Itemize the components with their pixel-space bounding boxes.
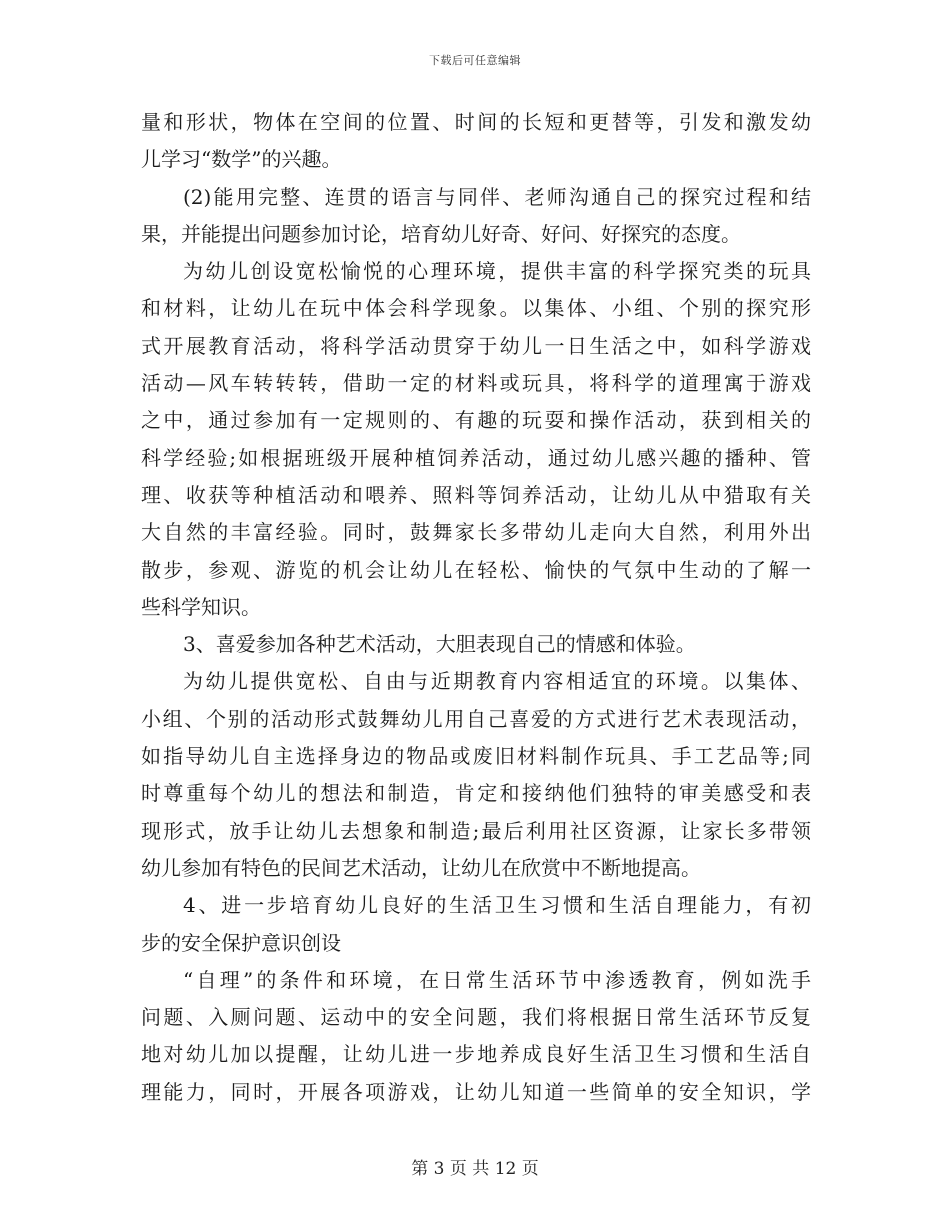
paragraph bbox=[141, 626, 811, 663]
paragraph-line: 时尊重每个幼儿的想法和制造，肯定和接纳他们独特的审美感受和表 bbox=[141, 781, 811, 806]
paragraph-line: 大自然的丰富经验。同时，鼓舞家长多带幼儿走向大自然，利用外出 bbox=[141, 520, 811, 545]
document-body bbox=[141, 104, 811, 1111]
page-footer: 第 3 页 共 12 页 bbox=[411, 1159, 539, 1179]
paragraph-line: 如指导幼儿自主选择身边的物品或废旧材料制作玩具、手工艺品等;同 bbox=[141, 744, 811, 769]
paragraph bbox=[141, 104, 811, 179]
paragraph bbox=[141, 887, 811, 962]
paragraph-line: 儿学习“数学”的兴趣。 bbox=[141, 147, 342, 172]
paragraph-line: 活动—风车转转转，借助一定的材料或玩具，将科学的道理寓于游戏 bbox=[141, 371, 811, 396]
paragraph bbox=[141, 663, 811, 887]
paragraph-line: 果，并能提出问题参加讨论，培育幼儿好奇、好问、好探究的态度。 bbox=[141, 221, 741, 246]
paragraph-line: 理、收获等种植活动和喂养、照料等饲养活动，让幼儿从中猎取有关 bbox=[141, 482, 811, 507]
paragraph-line: 式开展教育活动，将科学活动贯穿于幼儿一日生活之中，如科学游戏 bbox=[141, 333, 811, 358]
paragraph-line: 地对幼儿加以提醒，让幼儿进一步地养成良好生活卫生习惯和生活自 bbox=[141, 1042, 811, 1067]
paragraph-line: 问题、入厕问题、运动中的安全问题，我们将根据日常生活环节反复 bbox=[141, 1005, 811, 1030]
paragraph-line: (2)能用完整、连贯的语言与同伴、老师沟通自己的探究过程和结 bbox=[183, 184, 811, 209]
paragraph bbox=[141, 962, 811, 1111]
paragraph-line: 为幼儿提供宽松、自由与近期教育内容相适宜的环境。以集体、 bbox=[183, 669, 811, 694]
paragraph-line: 为幼儿创设宽松愉悦的心理环境，提供丰富的科学探究类的玩具 bbox=[183, 259, 811, 284]
paragraph-line: 些科学知识。 bbox=[141, 594, 261, 619]
paragraph-line: 3、喜爱参加各种艺术活动，大胆表现自己的情感和体验。 bbox=[183, 632, 696, 657]
paragraph-line: 步的安全保护意识创设 bbox=[141, 930, 341, 955]
paragraph-line: “自理”的条件和环境，在日常生活环节中渗透教育，例如洗手 bbox=[183, 967, 811, 992]
paragraph-line: 量和形状，物体在空间的位置、时间的长短和更替等，引发和激发幼 bbox=[141, 110, 811, 134]
page-header: 下载后可任意编辑 bbox=[429, 54, 521, 67]
paragraph-line: 小组、个别的活动形式鼓舞幼儿用自己喜爱的方式进行艺术表现活动， bbox=[141, 706, 811, 731]
paragraph-line: 和材料，让幼儿在玩中体会科学现象。以集体、小组、个别的探究形 bbox=[141, 296, 811, 321]
paragraph-line: 散步，参观、游览的机会让幼儿在轻松、愉快的气氛中生动的了解一 bbox=[141, 557, 811, 582]
paragraph-line: 之中，通过参加有一定规则的、有趣的玩耍和操作活动，获到相关的 bbox=[141, 408, 811, 433]
paragraph-line: 科学经验;如根据班级开展种植饲养活动，通过幼儿感兴趣的播种、管 bbox=[141, 445, 811, 470]
paragraph-line: 幼儿参加有特色的民间艺术活动，让幼儿在欣赏中不断地提高。 bbox=[141, 855, 701, 880]
paragraph bbox=[141, 179, 811, 254]
paragraph-line: 4、进一步培育幼儿良好的生活卫生习惯和生活自理能力，有初 bbox=[183, 893, 811, 918]
paragraph-line: 理能力，同时，开展各项游戏，让幼儿知道一些简单的安全知识，学 bbox=[141, 1079, 811, 1104]
paragraph bbox=[141, 253, 811, 626]
paragraph-line: 现形式，放手让幼儿去想象和制造;最后利用社区资源，让家长多带领 bbox=[141, 818, 811, 843]
